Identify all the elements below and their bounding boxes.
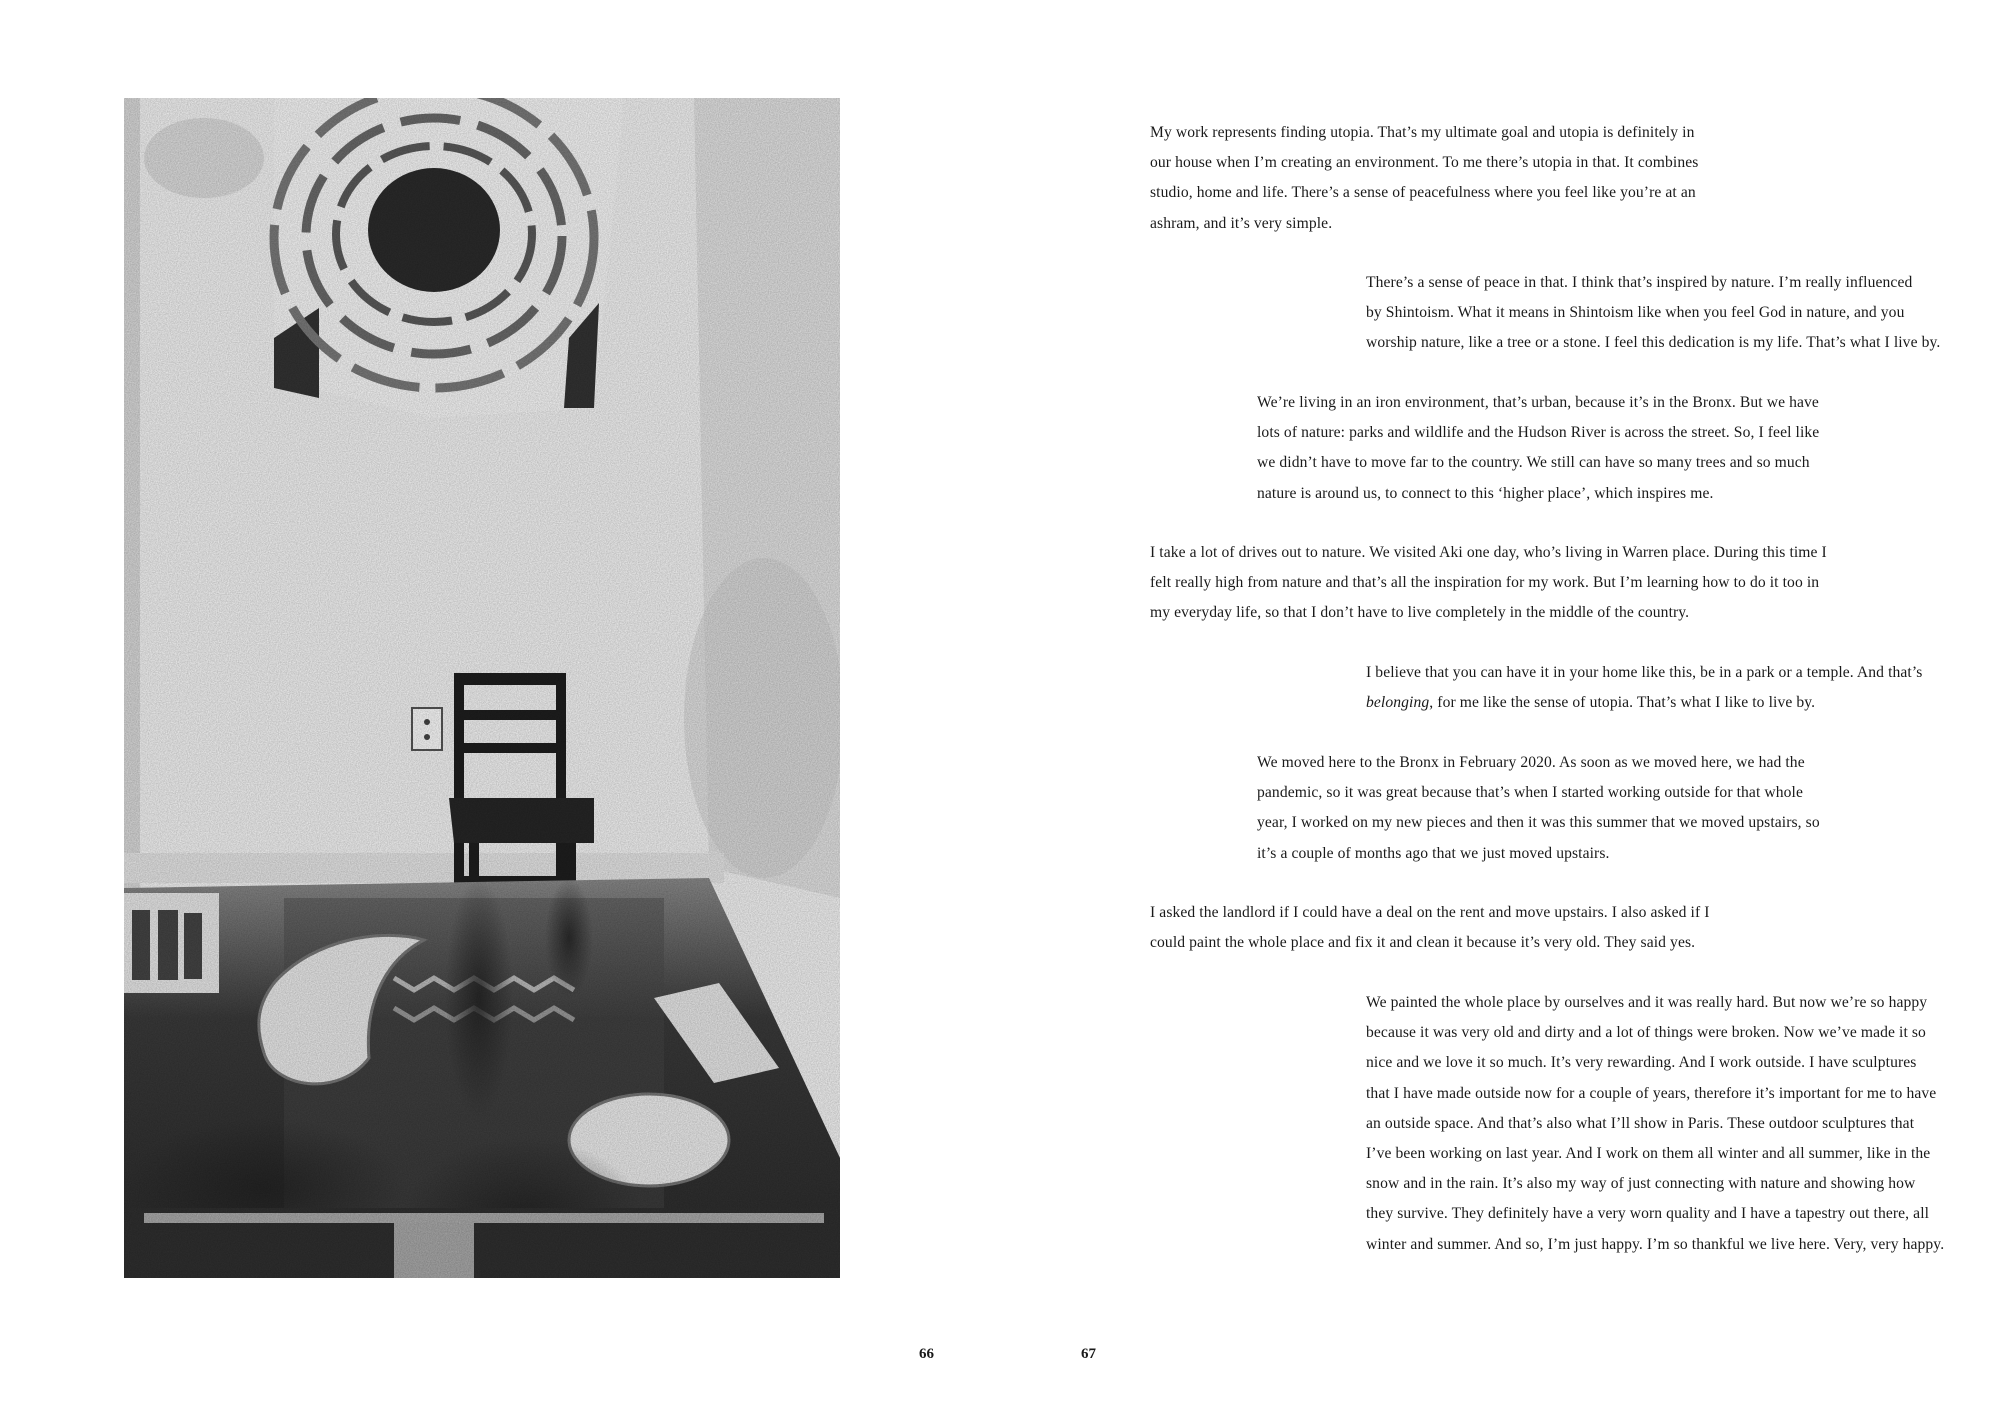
paragraph-moved-here (1257, 748, 1820, 869)
text-line: We painted the whole place by ourselves and it was really hard. But now we’re so happy (1366, 994, 1928, 1011)
paragraph-landlord (1150, 898, 1710, 958)
text-line (1366, 688, 1922, 718)
text-line: I take a lot of drives out to nature. We visited Aki one day, who’s living in Warren place. During this time I (1150, 544, 1827, 561)
text-line: because it was very old and dirty and a lot of things were broken. Now we’ve made it so (1366, 1024, 1926, 1042)
text-line: studio, home and life. There’s a sense of peacefulness where you feel like you’re at an (1150, 184, 1696, 202)
italic-word: belonging (1366, 694, 1430, 712)
paragraph-utopia (1150, 118, 1698, 239)
text-line: nature is around us, to connect to this ‘higher place’, which inspires me. (1257, 484, 1714, 502)
text-line: an outside space. And that’s also what I’ll show in Paris. These outdoor sculptures that (1366, 1114, 1915, 1132)
text-line: they survive. They definitely have a very worn quality and I have a tapestry out there, all (1366, 1205, 1930, 1223)
text-line: pandemic, so it was great because that’s when I started working outside for that whole (1257, 784, 1803, 802)
text-span: , for me like the sense of utopia. That’s what I like to live by. (1429, 694, 1816, 712)
text-line: our house when I’m creating an environment. To me there’s utopia in that. It combines (1150, 154, 1699, 172)
text-line: by Shintoism. What it means in Shintoism like when you feel God in nature, and you (1366, 304, 1905, 322)
text-line: could paint the whole place and fix it and clean it because it’s very old. They said yes. (1150, 934, 1696, 952)
text-line: winter and summer. And so, I’m just happy. I’m so thankful we live here. Very, very happy. (1366, 1235, 1945, 1253)
paragraph-belonging (1366, 658, 1922, 718)
text-line: my everyday life, so that I don’t have to live completely in the middle of the country. (1150, 604, 1690, 622)
paragraph-painted (1366, 988, 1944, 1260)
text-line: lots of nature: parks and wildlife and the Hudson River is across the street. So, I feel like (1257, 424, 1820, 442)
text-line: year, I worked on my new pieces and then it was this summer that we moved upstairs, so (1257, 814, 1820, 832)
page-number-left: 66 (919, 1346, 934, 1362)
text-line: There’s a sense of peace in that. I think that’s inspired by nature. I’m really influenced (1366, 274, 1913, 291)
text-line: snow and in the rain. It’s also my way of just connecting with nature and showing how (1366, 1175, 1916, 1193)
text-line: I asked the landlord if I could have a deal on the rent and move upstairs. I also asked if I (1150, 904, 1710, 921)
page-number-right: 67 (1081, 1346, 1096, 1362)
text-line: I believe that you can have it in your home like this, be in a park or a temple. And that’s (1366, 664, 1923, 681)
paragraph-bronx-nature (1257, 388, 1819, 509)
text-line: felt really high from nature and that’s all the inspiration for my work. But I’m learning how to do it too in (1150, 574, 1820, 592)
text-line: nice and we love it so much. It’s very rewarding. And I work outside. I have sculptures (1366, 1054, 1917, 1072)
paragraph-drives (1150, 538, 1827, 629)
text-line: it’s a couple of months ago that we just moved upstairs. (1257, 844, 1610, 862)
text-line: My work represents finding utopia. That’s my ultimate goal and utopia is definitely in (1150, 124, 1695, 141)
text-line: we didn’t have to move far to the country. We still can have so many trees and so much (1257, 454, 1810, 472)
text-line: ashram, and it’s very simple. (1150, 214, 1333, 232)
text-line: that I have made outside now for a couple of years, therefore it’s important for me to have (1366, 1084, 1937, 1102)
text-line: We moved here to the Bronx in February 2020. As soon as we moved here, we had the (1257, 754, 1805, 771)
paragraph-shintoism (1366, 268, 1940, 359)
room-photograph (124, 98, 840, 1278)
text-line: We’re living in an iron environment, that’s urban, because it’s in the Bronx. But we have (1257, 394, 1819, 411)
text-line: worship nature, like a tree or a stone. I feel this dedication is my life. That’s what I live by. (1366, 334, 1941, 352)
text-line: I’ve been working on last year. And I work on them all winter and all summer, like in the (1366, 1145, 1931, 1163)
